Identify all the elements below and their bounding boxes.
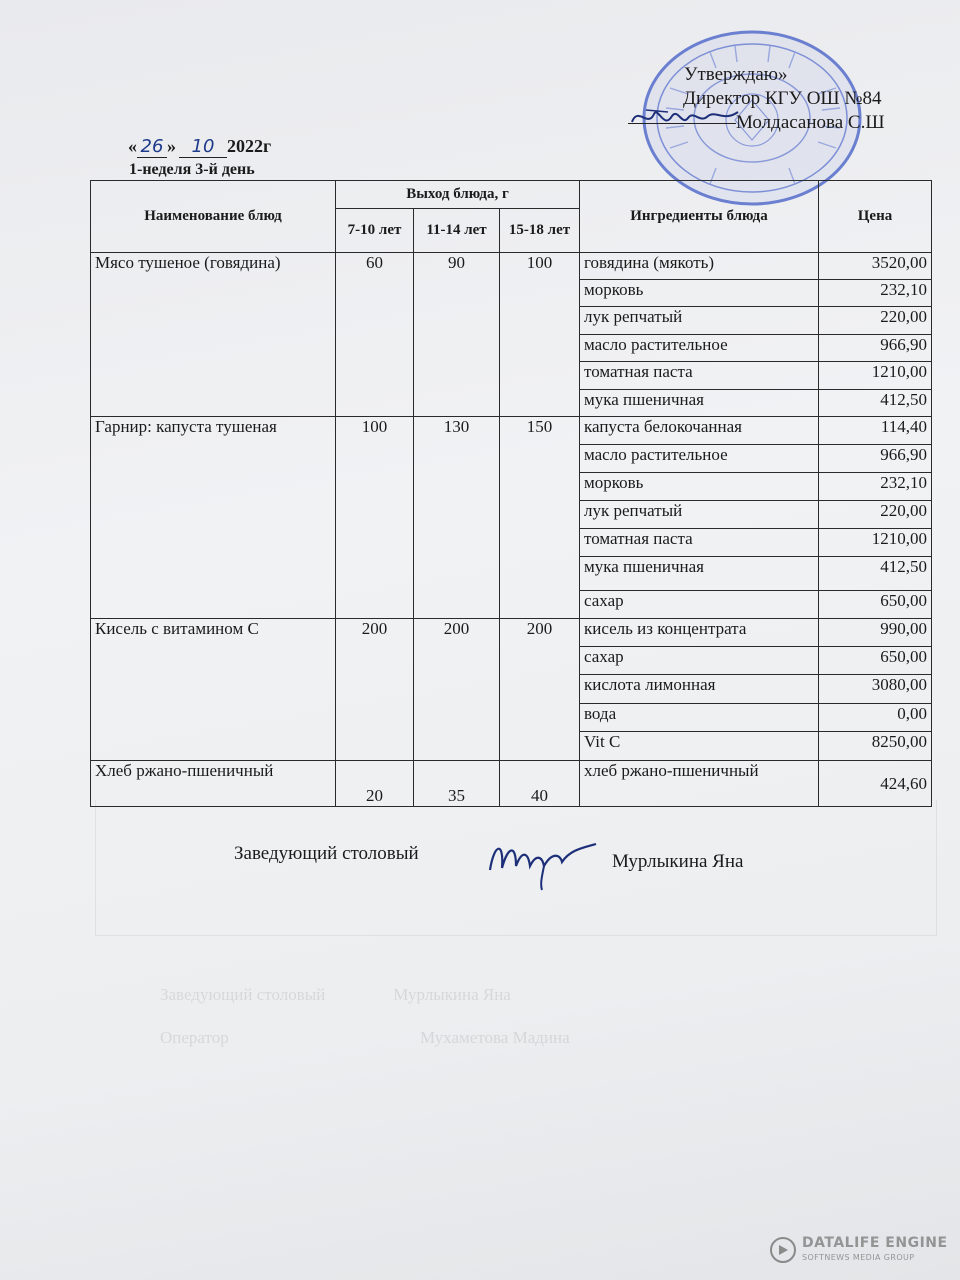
dish-output-7-10: 60 [336, 253, 414, 417]
ingredient-name: томатная паста [580, 362, 819, 390]
header-dish-name: Наименование блюд [91, 181, 336, 253]
approval-title: Утверждаю» [684, 64, 788, 85]
approval-director-name: Молдасанова С.Ш [736, 112, 885, 133]
table-row [91, 619, 932, 647]
ingredient-name: капуста белокочанная [580, 417, 819, 445]
dish-output-15-18: 200 [500, 619, 580, 761]
ingredient-name: масло растительное [580, 335, 819, 362]
dish-output-7-10: 100 [336, 417, 414, 619]
ingredient-name: морковь [580, 280, 819, 307]
ingredient-name: томатная паста [580, 529, 819, 557]
ingredient-name: сахар [580, 591, 819, 619]
ingredient-price: 232,10 [819, 473, 932, 501]
manager-signature [482, 830, 602, 892]
ingredient-name: кисель из концентрата [580, 619, 819, 647]
table-row [91, 761, 932, 807]
dish-output-15-18: 40 [500, 761, 580, 807]
watermark-subtitle: SOFTNEWS MEDIA GROUP [802, 1253, 915, 1262]
dish-output-7-10: 20 [336, 761, 414, 807]
datalife-logo-icon [770, 1237, 796, 1263]
dish-output-7-10: 200 [336, 619, 414, 761]
ingredient-price: 966,90 [819, 335, 932, 362]
ingredient-price: 424,60 [819, 761, 932, 807]
ingredient-price: 3520,00 [819, 253, 932, 280]
dish-output-11-14: 90 [414, 253, 500, 417]
dish-output-11-14: 200 [414, 619, 500, 761]
show-through-text: Оператор Мухаметова Мадина [160, 1028, 570, 1047]
ingredient-price: 8250,00 [819, 732, 932, 761]
dish-output-15-18: 100 [500, 253, 580, 417]
ingredient-price: 220,00 [819, 307, 932, 335]
ingredient-price: 0,00 [819, 704, 932, 732]
show-through-text: Заведующий столовый Мурлыкина Яна [160, 985, 511, 1004]
header-price: Цена [819, 181, 932, 253]
ingredient-price: 232,10 [819, 280, 932, 307]
week-day-label: 1-неделя 3-й день [129, 161, 255, 178]
ingredient-price: 650,00 [819, 591, 932, 619]
ingredient-price: 1210,00 [819, 362, 932, 390]
ingredient-name: кислота лимонная [580, 675, 819, 704]
ingredient-name: лук репчатый [580, 501, 819, 529]
ingredient-name: Vit C [580, 732, 819, 761]
date-month: 10 [179, 136, 227, 158]
header-age-11-14: 11-14 лет [414, 209, 500, 253]
watermark-title: DATALIFE ENGINE [802, 1235, 948, 1251]
header-output: Выход блюда, г [336, 181, 580, 209]
ingredient-name: мука пшеничная [580, 557, 819, 591]
ingredient-name: мука пшеничная [580, 390, 819, 417]
header-age-7-10: 7-10 лет [336, 209, 414, 253]
ingredient-price: 220,00 [819, 501, 932, 529]
ingredient-price: 412,50 [819, 390, 932, 417]
ingredient-name: сахар [580, 647, 819, 675]
date-year: 2022г [227, 136, 272, 156]
ingredient-price: 412,50 [819, 557, 932, 591]
date-day: 26 [137, 136, 167, 158]
ingredient-price: 1210,00 [819, 529, 932, 557]
dish-name: Хлеб ржано-пшеничный [91, 761, 336, 807]
ingredient-name: хлеб ржано-пшеничный [580, 761, 819, 807]
ingredient-name: говядина (мякоть) [580, 253, 819, 280]
ingredient-name: вода [580, 704, 819, 732]
date-close-quote: » [167, 136, 176, 156]
ingredient-price: 3080,00 [819, 675, 932, 704]
ingredient-name: лук репчатый [580, 307, 819, 335]
footer-role: Заведующий столовый [234, 843, 419, 864]
ingredient-price: 650,00 [819, 647, 932, 675]
table-row [91, 253, 932, 280]
ingredient-price: 114,40 [819, 417, 932, 445]
ingredient-price: 990,00 [819, 619, 932, 647]
table-row [91, 417, 932, 445]
approval-position: Директор КГУ ОШ №84 [683, 88, 882, 109]
header-ingredients: Ингредиенты блюда [580, 181, 819, 253]
header-age-15-18: 15-18 лет [500, 209, 580, 253]
date-open-quote: « [128, 136, 137, 156]
document-date [128, 136, 271, 158]
footer-person: Мурлыкина Яна [612, 851, 744, 872]
dish-name: Мясо тушеное (говядина) [91, 253, 336, 417]
dish-output-11-14: 130 [414, 417, 500, 619]
dish-name: Гарнир: капуста тушеная [91, 417, 336, 619]
ingredient-name: масло растительное [580, 445, 819, 473]
ingredient-name: морковь [580, 473, 819, 501]
menu-table [90, 180, 932, 807]
dish-name: Кисель с витамином С [91, 619, 336, 761]
dish-output-11-14: 35 [414, 761, 500, 807]
dish-output-15-18: 150 [500, 417, 580, 619]
ingredient-price: 966,90 [819, 445, 932, 473]
approval-block [0, 0, 960, 140]
director-signature [628, 100, 748, 134]
